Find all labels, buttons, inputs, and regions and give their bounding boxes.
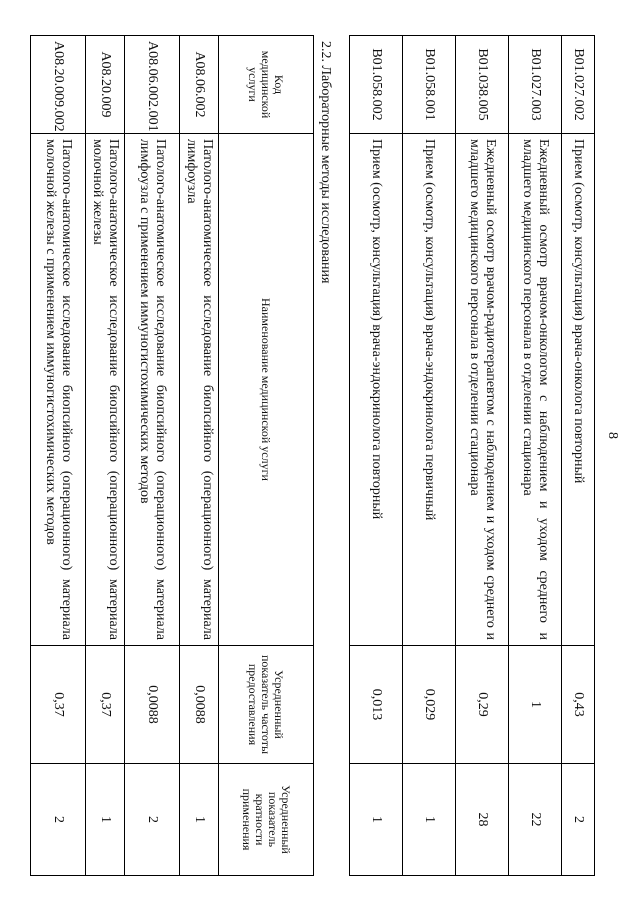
frequency-value: 0,013 xyxy=(350,646,403,764)
frequency-value: 0,29 xyxy=(456,646,509,764)
frequency-value: 0,029 xyxy=(403,646,456,764)
service-name: Патолого-анатомическое исследование биопсийного (операционного) материала лимфоузла xyxy=(180,134,219,646)
multiplicity-value: 2 xyxy=(125,764,180,876)
table-row xyxy=(86,36,125,876)
multiplicity-value: 1 xyxy=(403,764,456,876)
service-code: A08.20.009.002 xyxy=(31,36,86,134)
table-row xyxy=(562,36,595,876)
service-code: B01.058.002 xyxy=(350,36,403,134)
page-number: 8 xyxy=(605,432,620,439)
multiplicity-value: 22 xyxy=(509,764,562,876)
header-frequency: Усредненный показатель частоты предоставления xyxy=(219,646,314,764)
services-table-consultations xyxy=(349,35,595,876)
service-code: A08.06.002.001 xyxy=(125,36,180,134)
frequency-value: 0,43 xyxy=(562,646,595,764)
section-title: 2.2. Лабораторные методы исследования xyxy=(318,41,333,284)
service-code: B01.058.001 xyxy=(403,36,456,134)
table-row xyxy=(403,36,456,876)
multiplicity-value: 1 xyxy=(86,764,125,876)
frequency-value: 0,0088 xyxy=(180,646,219,764)
table-row xyxy=(456,36,509,876)
table-row xyxy=(180,36,219,876)
table-row xyxy=(350,36,403,876)
multiplicity-value: 2 xyxy=(562,764,595,876)
service-name: Патолого-анатомическое исследование биопсийного (операционного) материала молочной железы xyxy=(86,134,125,646)
service-name: Ежедневный осмотр врачом-радиотерапевтом с наблюдением и уходом среднего и младшего медицинского персонала в отделении стационара xyxy=(456,134,509,646)
multiplicity-value: 28 xyxy=(456,764,509,876)
rotated-page-content xyxy=(43,35,595,875)
frequency-value: 0,37 xyxy=(86,646,125,764)
service-name: Ежедневный осмотр врачом-онкологом с наблюдением и уходом среднего и младшего медицинского персонала в отделении стационара xyxy=(509,134,562,646)
service-code: B01.027.003 xyxy=(509,36,562,134)
service-code: B01.038.005 xyxy=(456,36,509,134)
table-row xyxy=(31,36,86,876)
table-row xyxy=(509,36,562,876)
service-name: Прием (осмотр, консультация) врача-эндокринолога повторный xyxy=(350,134,403,646)
frequency-value: 0,0088 xyxy=(125,646,180,764)
multiplicity-value: 1 xyxy=(350,764,403,876)
services-table-laboratory xyxy=(30,35,314,876)
service-name: Прием (осмотр, консультация) врача-эндокринолога первичный xyxy=(403,134,456,646)
service-code: B01.027.002 xyxy=(562,36,595,134)
header-name: Наименование медицинской услуги xyxy=(219,134,314,646)
service-code: A08.06.002 xyxy=(180,36,219,134)
multiplicity-value: 2 xyxy=(31,764,86,876)
service-code: A08.20.009 xyxy=(86,36,125,134)
multiplicity-value: 1 xyxy=(180,764,219,876)
service-name: Прием (осмотр, консультация) врача-онколога повторный xyxy=(562,134,595,646)
header-multiplicity: Усредненный показатель кратности применения xyxy=(219,764,314,876)
service-name: Патолого-анатомическое исследование биопсийного (операционного) материала лимфоузла с применением иммуногистохимических методов xyxy=(125,134,180,646)
table-header-row xyxy=(219,36,314,876)
table-row xyxy=(125,36,180,876)
header-code: Код медицинской услуги xyxy=(219,36,314,134)
frequency-value: 1 xyxy=(509,646,562,764)
frequency-value: 0,37 xyxy=(31,646,86,764)
service-name: Патолого-анатомическое исследование биопсийного (операционного) материала молочной железы с применением иммуногистохимических методов xyxy=(31,134,86,646)
